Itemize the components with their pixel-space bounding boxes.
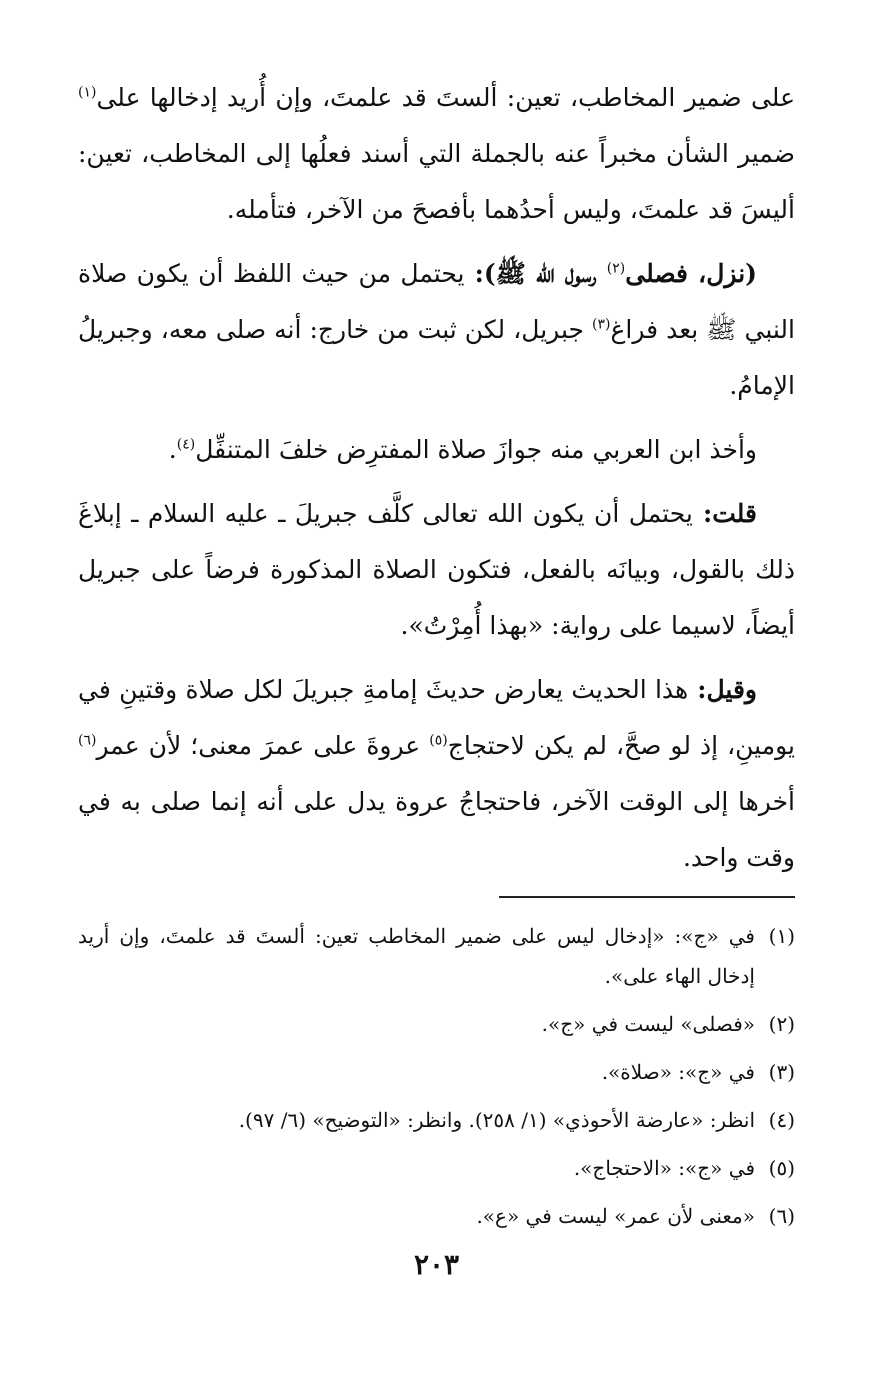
main-text <box>78 70 795 886</box>
paragraph-4-heading: قلت: <box>692 499 757 528</box>
paragraph-3 <box>78 422 795 478</box>
paragraph-3-end: . <box>168 435 177 464</box>
footnote-separator <box>499 896 795 898</box>
footnote-ref-2: (٢) <box>606 260 626 277</box>
paragraph-1-segment-3: ضمير الشأن مخبراً عنه بالجملة التي أسند فعلُها إلى المخاطب، تعين: أليسَ قد علمتَ، وليس أحدُهما بأفصحَ من الآخر، فتأمله. <box>78 139 795 224</box>
page-number: ٢٠٣ <box>413 1248 460 1281</box>
paragraph-5-heading: وقيل: <box>688 675 757 704</box>
footnote-ref-3: (٣) <box>592 316 611 333</box>
paragraph-2-text-end: جبريل، لكن ثبت من خارج: أنه صلى معه، وجبريلُ الإمامُ. <box>78 315 795 400</box>
footnote-5 <box>78 1148 795 1188</box>
footnote-text: في «ج»: «إدخال ليس على ضمير المخاطب تعين: ألستَ قد علمتَ، وإن أريد إدخال الهاء على». <box>78 924 755 988</box>
paragraph-3-text: وأخذ ابن العربي منه جوازَ صلاة المفترِض خلفَ المتنفِّل <box>195 435 757 464</box>
paragraph-1 <box>78 70 795 238</box>
paragraph-2-heading: (نزل، فصلى <box>625 259 757 288</box>
footnote-number: (٦) <box>768 1204 795 1228</box>
footnote-2 <box>78 1004 795 1044</box>
footnote-number: (٢) <box>768 1012 795 1036</box>
paragraph-1-segment-1: على ضمير المخاطب، تعين: ألستَ قد علمتَ، وإن أُريد إدخالها على <box>96 83 795 112</box>
footnote-6 <box>78 1196 795 1236</box>
footnote-text: «معنى لأن عمر» ليست في «ع». <box>476 1204 755 1228</box>
paragraph-2-heading-end: رسول الله ﷺ): <box>464 259 607 288</box>
paragraph-5-text-end: أخرها إلى الوقت الآخر، فاحتجاجُ عروة يدل على أنه إنما صلى به في وقت واحد. <box>78 787 795 872</box>
footnote-number: (٤) <box>768 1108 795 1132</box>
paragraph-5-text: هذا الحديث يعارض حديثَ إمامةِ جبريلَ لكل صلاة وقتينِ في يومينِ، إذ لو صحَّ، لم يكن لاحتجاج <box>78 675 795 760</box>
footnote-ref-6: (٦) <box>78 732 97 749</box>
paragraph-2-text: يحتمل من حيث اللفظ أن يكون صلاة النبي ﷺ بعد فراغ <box>78 259 795 344</box>
footnote-ref-4: (٤) <box>176 436 196 453</box>
paragraph-4-text: يحتمل أن يكون الله تعالى كلَّف جبريلَ ـ عليه السلام ـ إبلاغَ ذلك بالقول، وبيانَه بالفعل، فتكون الصلاة المذكورة فرضاً على جبريل أيضاً، لاسيما على رواية: «بهذا أُمِرْتُ». <box>78 499 795 640</box>
book-page <box>78 70 795 1380</box>
footnote-text: في «ج»: «صلاة». <box>601 1060 755 1084</box>
paragraph-5-text-middle: عروةَ على عمرَ معنى؛ لأن عمر <box>96 731 430 760</box>
footnote-1 <box>78 916 795 996</box>
footnote-text: انظر: «عارضة الأحوذي» (١/ ٢٥٨). وانظر: «التوضيح» (٦/ ٩٧). <box>238 1108 755 1132</box>
footnote-text: في «ج»: «الاحتجاج». <box>573 1156 755 1180</box>
footnote-number: (١) <box>768 924 795 948</box>
paragraph-4 <box>78 486 795 654</box>
footnote-text: «فصلى» ليست في «ج». <box>541 1012 755 1036</box>
paragraph-2 <box>78 246 795 414</box>
footnote-ref-5: (٥) <box>429 732 448 749</box>
footnote-3 <box>78 1052 795 1092</box>
footnotes <box>78 916 795 1236</box>
footnote-number: (٥) <box>768 1156 795 1180</box>
footnote-number: (٣) <box>768 1060 795 1084</box>
paragraph-5 <box>78 662 795 886</box>
footnote-ref-1: (١) <box>78 84 97 101</box>
footnote-4 <box>78 1100 795 1140</box>
